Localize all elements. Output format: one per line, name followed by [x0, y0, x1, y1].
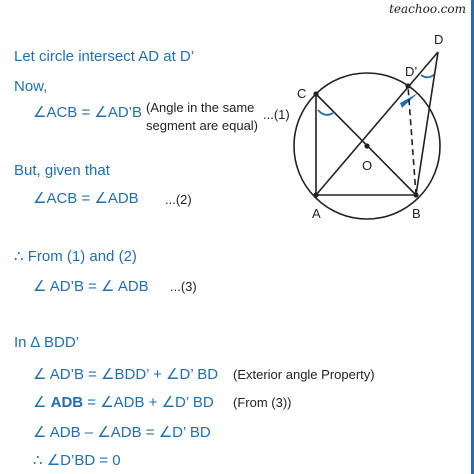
- label-d-prime: D’: [405, 64, 418, 79]
- text-line-1: Let circle intersect AD at D’: [14, 48, 195, 65]
- note-exterior-angle: (Exterior angle Property): [233, 367, 375, 382]
- point-d-prime: [405, 83, 410, 88]
- brand-logo: teachoo.com: [389, 2, 466, 16]
- note-same-segment-1: (Angle in the same: [146, 100, 255, 115]
- point-o: [364, 143, 369, 148]
- angle-mark-c: [318, 110, 333, 115]
- text-line-12: ∴ ∠D’BD = 0: [33, 452, 121, 469]
- text-line-3: ∠ACB = ∠AD’B: [33, 104, 143, 121]
- text-line-11: ∠ ADB – ∠ADB = ∠D’ BD: [33, 424, 211, 441]
- text-line-10-bold: ADB: [50, 394, 84, 411]
- text-line-9: ∠ AD’B = ∠BDD’ + ∠D’ BD: [33, 366, 219, 383]
- label-o: O: [362, 158, 373, 173]
- label-c: C: [297, 86, 307, 101]
- ref-1: ...(1): [263, 107, 290, 122]
- label-a: A: [312, 206, 321, 221]
- text-line-6: ∴ From (1) and (2): [14, 248, 137, 265]
- label-d: D: [434, 32, 444, 47]
- text-line-10-part-a: ∠: [33, 394, 51, 411]
- text-line-5: ∠ACB = ∠ADB: [33, 190, 139, 207]
- text-line-10-part-c: = ∠ADB + ∠D’ BD: [83, 394, 214, 411]
- segment-bd-prime-dashed: [408, 86, 416, 195]
- angle-mark-d: [421, 74, 435, 77]
- ref-2: ...(2): [165, 192, 192, 207]
- text-line-8: In ∆ BDD’: [14, 334, 80, 351]
- note-same-segment-2: segment are equal): [146, 118, 259, 133]
- point-a: [313, 192, 318, 197]
- label-b: B: [412, 206, 421, 221]
- point-b: [413, 192, 418, 197]
- text-line-7: ∠ AD’B = ∠ ADB: [33, 278, 149, 295]
- point-c: [313, 91, 318, 96]
- text-line-4: But, given that: [14, 162, 110, 179]
- ref-3: ...(3): [170, 279, 197, 294]
- note-from-3: (From (3)): [233, 395, 292, 410]
- text-line-2: Now,: [14, 78, 48, 95]
